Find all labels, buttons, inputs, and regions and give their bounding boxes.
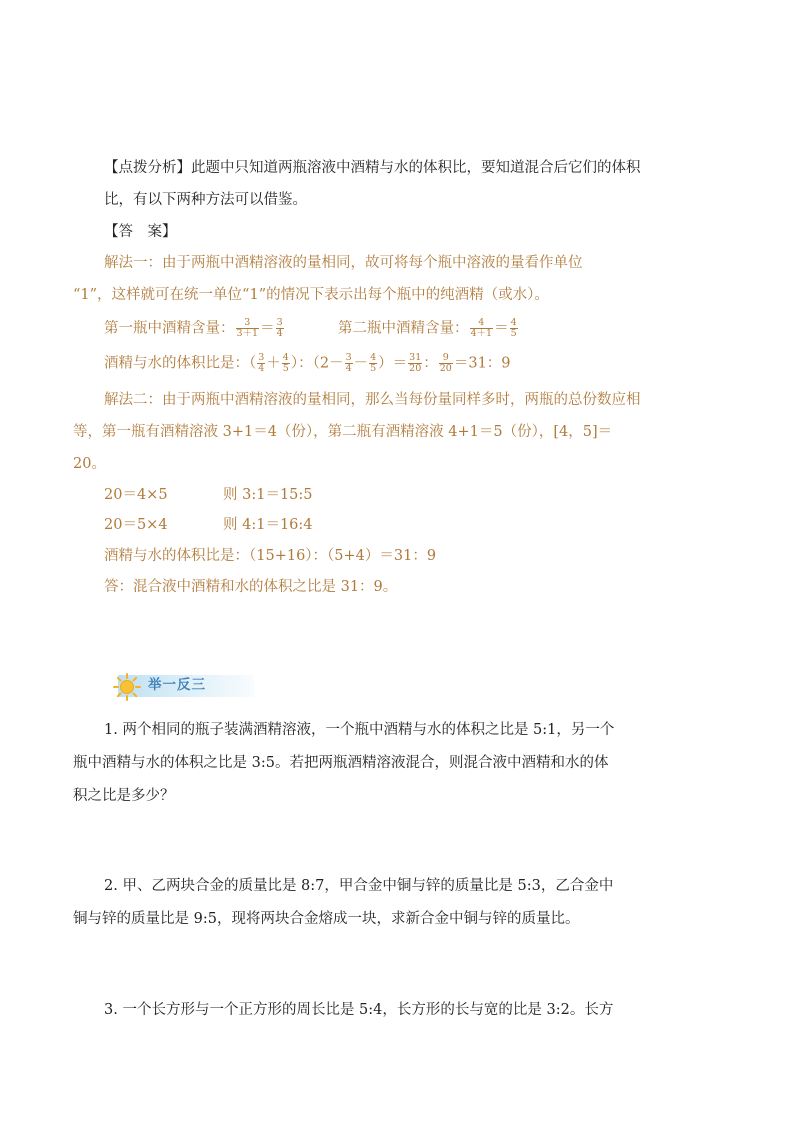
section-banner	[104, 670, 254, 708]
bottle1-fraction: $\frac{3}{3+1}$	[236, 317, 259, 339]
method1-line-2: “1”，这样就可在统一单位“1”的情况下表示出每个瓶中的纯酒精（或水）。	[73, 287, 549, 303]
analysis-line-2: 比，有以下两种方法可以借鉴。	[104, 192, 307, 208]
bottle2-fraction: $\frac{4}{4+1}$	[470, 317, 493, 339]
q2-line-1: 2. 甲、乙两块合金的质量比是 8:7，甲合金中铜与锌的质量比是 5:3，乙合金中	[104, 878, 614, 894]
method2-ratio-line: 酒精与水的体积比是：（15+16）：（5+4）＝31：9	[104, 548, 437, 564]
eq2-left: 20＝5×4	[104, 517, 168, 533]
bottle1-label: 第一瓶中酒精含量：	[104, 320, 235, 337]
sun-icon	[112, 672, 142, 702]
bottle2-result-fraction: $\frac{4}{5}$	[510, 317, 517, 339]
q1-line-1: 1. 两个相同的瓶子装满酒精溶液，一个瓶中酒精与水的体积之比是 5:1，另一个	[104, 722, 615, 738]
answer-label: 【答 案】	[104, 224, 177, 240]
banner-title: 举一反三	[148, 677, 206, 693]
bottle1-result-fraction: $\frac{3}{4}$	[276, 317, 283, 339]
bottle2-content: 第二瓶中酒精含量： $\frac{4}{4+1}$ ＝ $\frac{4}{5}$	[338, 317, 517, 339]
eq1-right: 则 3:1＝15:5	[223, 487, 313, 503]
q2-line-2: 铜与锌的质量比是 9:5，现将两块合金熔成一块，求新合金中铜与锌的质量比。	[73, 911, 580, 927]
q1-line-3: 积之比是多少？	[73, 788, 175, 804]
bottle2-label: 第二瓶中酒精含量：	[338, 320, 469, 337]
q3-line-1: 3. 一个长方形与一个正方形的周长比是 5:4，长方形的长与宽的比是 3:2。长方	[104, 1002, 614, 1018]
analysis-line-1: 【点拨分析】此题中只知道两瓶溶液中酒精与水的体积比，要知道混合后它们的体积	[104, 160, 641, 176]
eq2-right: 则 4:1＝16:4	[223, 517, 313, 533]
method1-ratio-line: 酒精与水的体积比是：（ $\frac{3}{4}$ ＋ $\frac{4}{5}$ ）：（2－ $\frac{3}{4}$ － $\frac{4}{5}$ ）＝ $\frac{31}{20}$ ： $\frac{9}{20}$ ＝31：9	[104, 352, 511, 374]
bottle1-content: 第一瓶中酒精含量： $\frac{3}{3+1}$ ＝ $\frac{3}{4}$	[104, 317, 283, 339]
method2-line-3: 20。	[73, 456, 106, 472]
method2-line-2: 等，第一瓶有酒精溶液 3+1＝4（份），第二瓶有酒精溶液 4+1＝5（份），[4，5]＝	[73, 424, 613, 440]
eq1-left: 20＝4×5	[104, 487, 168, 503]
method1-line-1: 解法一：由于两瓶中酒精溶液的量相同，故可将每个瓶中溶液的量看作单位	[104, 255, 583, 271]
q1-line-2: 瓶中酒精与水的体积之比是 3:5。若把两瓶酒精溶液混合，则混合液中酒精和水的体	[73, 755, 609, 771]
method2-line-1: 解法二：由于两瓶中酒精溶液的量相同，那么当每份量同样多时，两瓶的总份数应相	[104, 392, 641, 408]
final-answer: 答：混合液中酒精和水的体积之比是 31：9。	[104, 579, 398, 595]
